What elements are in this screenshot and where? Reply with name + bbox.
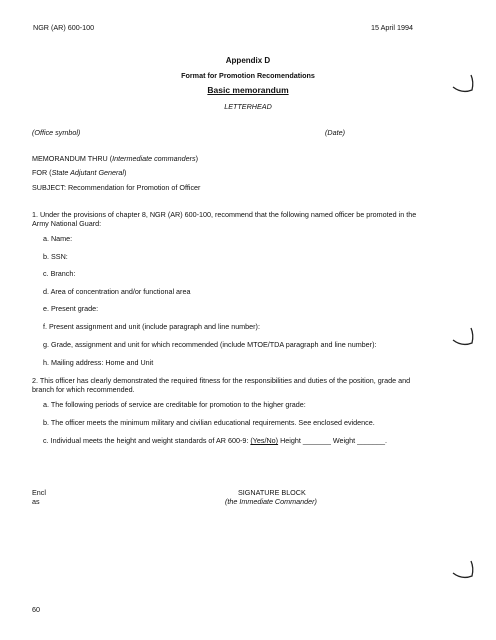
memorandum-for: FOR (State Adjutant General) xyxy=(32,168,127,177)
memorandum-heading: Basic memorandum xyxy=(207,85,289,95)
signature-note: (the Immediate Commander) xyxy=(225,497,317,506)
subject-line: SUBJECT: Recommendation for Promotion of Officer xyxy=(32,183,201,192)
header-left: NGR (AR) 600-100 xyxy=(33,23,95,32)
appendix-subtitle: Format for Promotion Recomendations xyxy=(181,71,315,80)
item-present-grade: e. Present grade: xyxy=(43,304,99,313)
memorandum-thru: MEMORANDUM THRU (Intermediate commanders) xyxy=(32,154,199,163)
appendix-title: Appendix D xyxy=(225,56,271,65)
item-recommended-grade: g. Grade, assignment and unit for which recommended (include MTOE/TDA paragraph and line number): xyxy=(43,340,377,349)
item-ssn: b. SSN: xyxy=(43,252,68,261)
enclosure-label: Encl xyxy=(32,488,46,497)
enclosure-value: as xyxy=(32,497,40,506)
check-mark-icon xyxy=(450,325,476,351)
date-placeholder: (Date) xyxy=(325,128,345,137)
header-right: 15 April 1994 xyxy=(371,23,413,32)
item-height-weight: c. Individual meets the height and weight standards of AR 600-9: (Yes/No) Height _______ Weight _______. xyxy=(43,436,388,445)
item-present-assignment: f. Present assignment and unit (include paragraph and line number): xyxy=(43,322,260,331)
check-mark-icon xyxy=(450,72,476,98)
letterhead: LETTERHEAD xyxy=(224,102,272,111)
check-mark-icon xyxy=(450,558,476,584)
item-branch: c. Branch: xyxy=(43,269,76,278)
item-education: b. The officer meets the minimum military and civilian educational requirements. See enclosed evidence. xyxy=(43,418,375,427)
signature-block: SIGNATURE BLOCK xyxy=(238,488,306,497)
item-mailing-address: h. Mailing address: Home and Unit xyxy=(43,358,154,367)
item-name: a. Name: xyxy=(43,234,73,243)
item-service-periods: a. The following periods of service are creditable for promotion to the higher grade: xyxy=(43,400,306,409)
item-area: d. Area of concentration and/or functional area xyxy=(43,287,191,296)
paragraph-2: 2. This officer has clearly demonstrated the required fitness for the responsibilities and duties of the position, grade and branch for which recommended. xyxy=(32,376,411,394)
page-number: 60 xyxy=(32,605,40,614)
office-symbol: (Office symbol) xyxy=(32,128,81,137)
paragraph-1: 1. Under the provisions of chapter 8, NGR (AR) 600-100, recommend that the following named officer be promoted in the Army National Guard: xyxy=(32,210,417,228)
